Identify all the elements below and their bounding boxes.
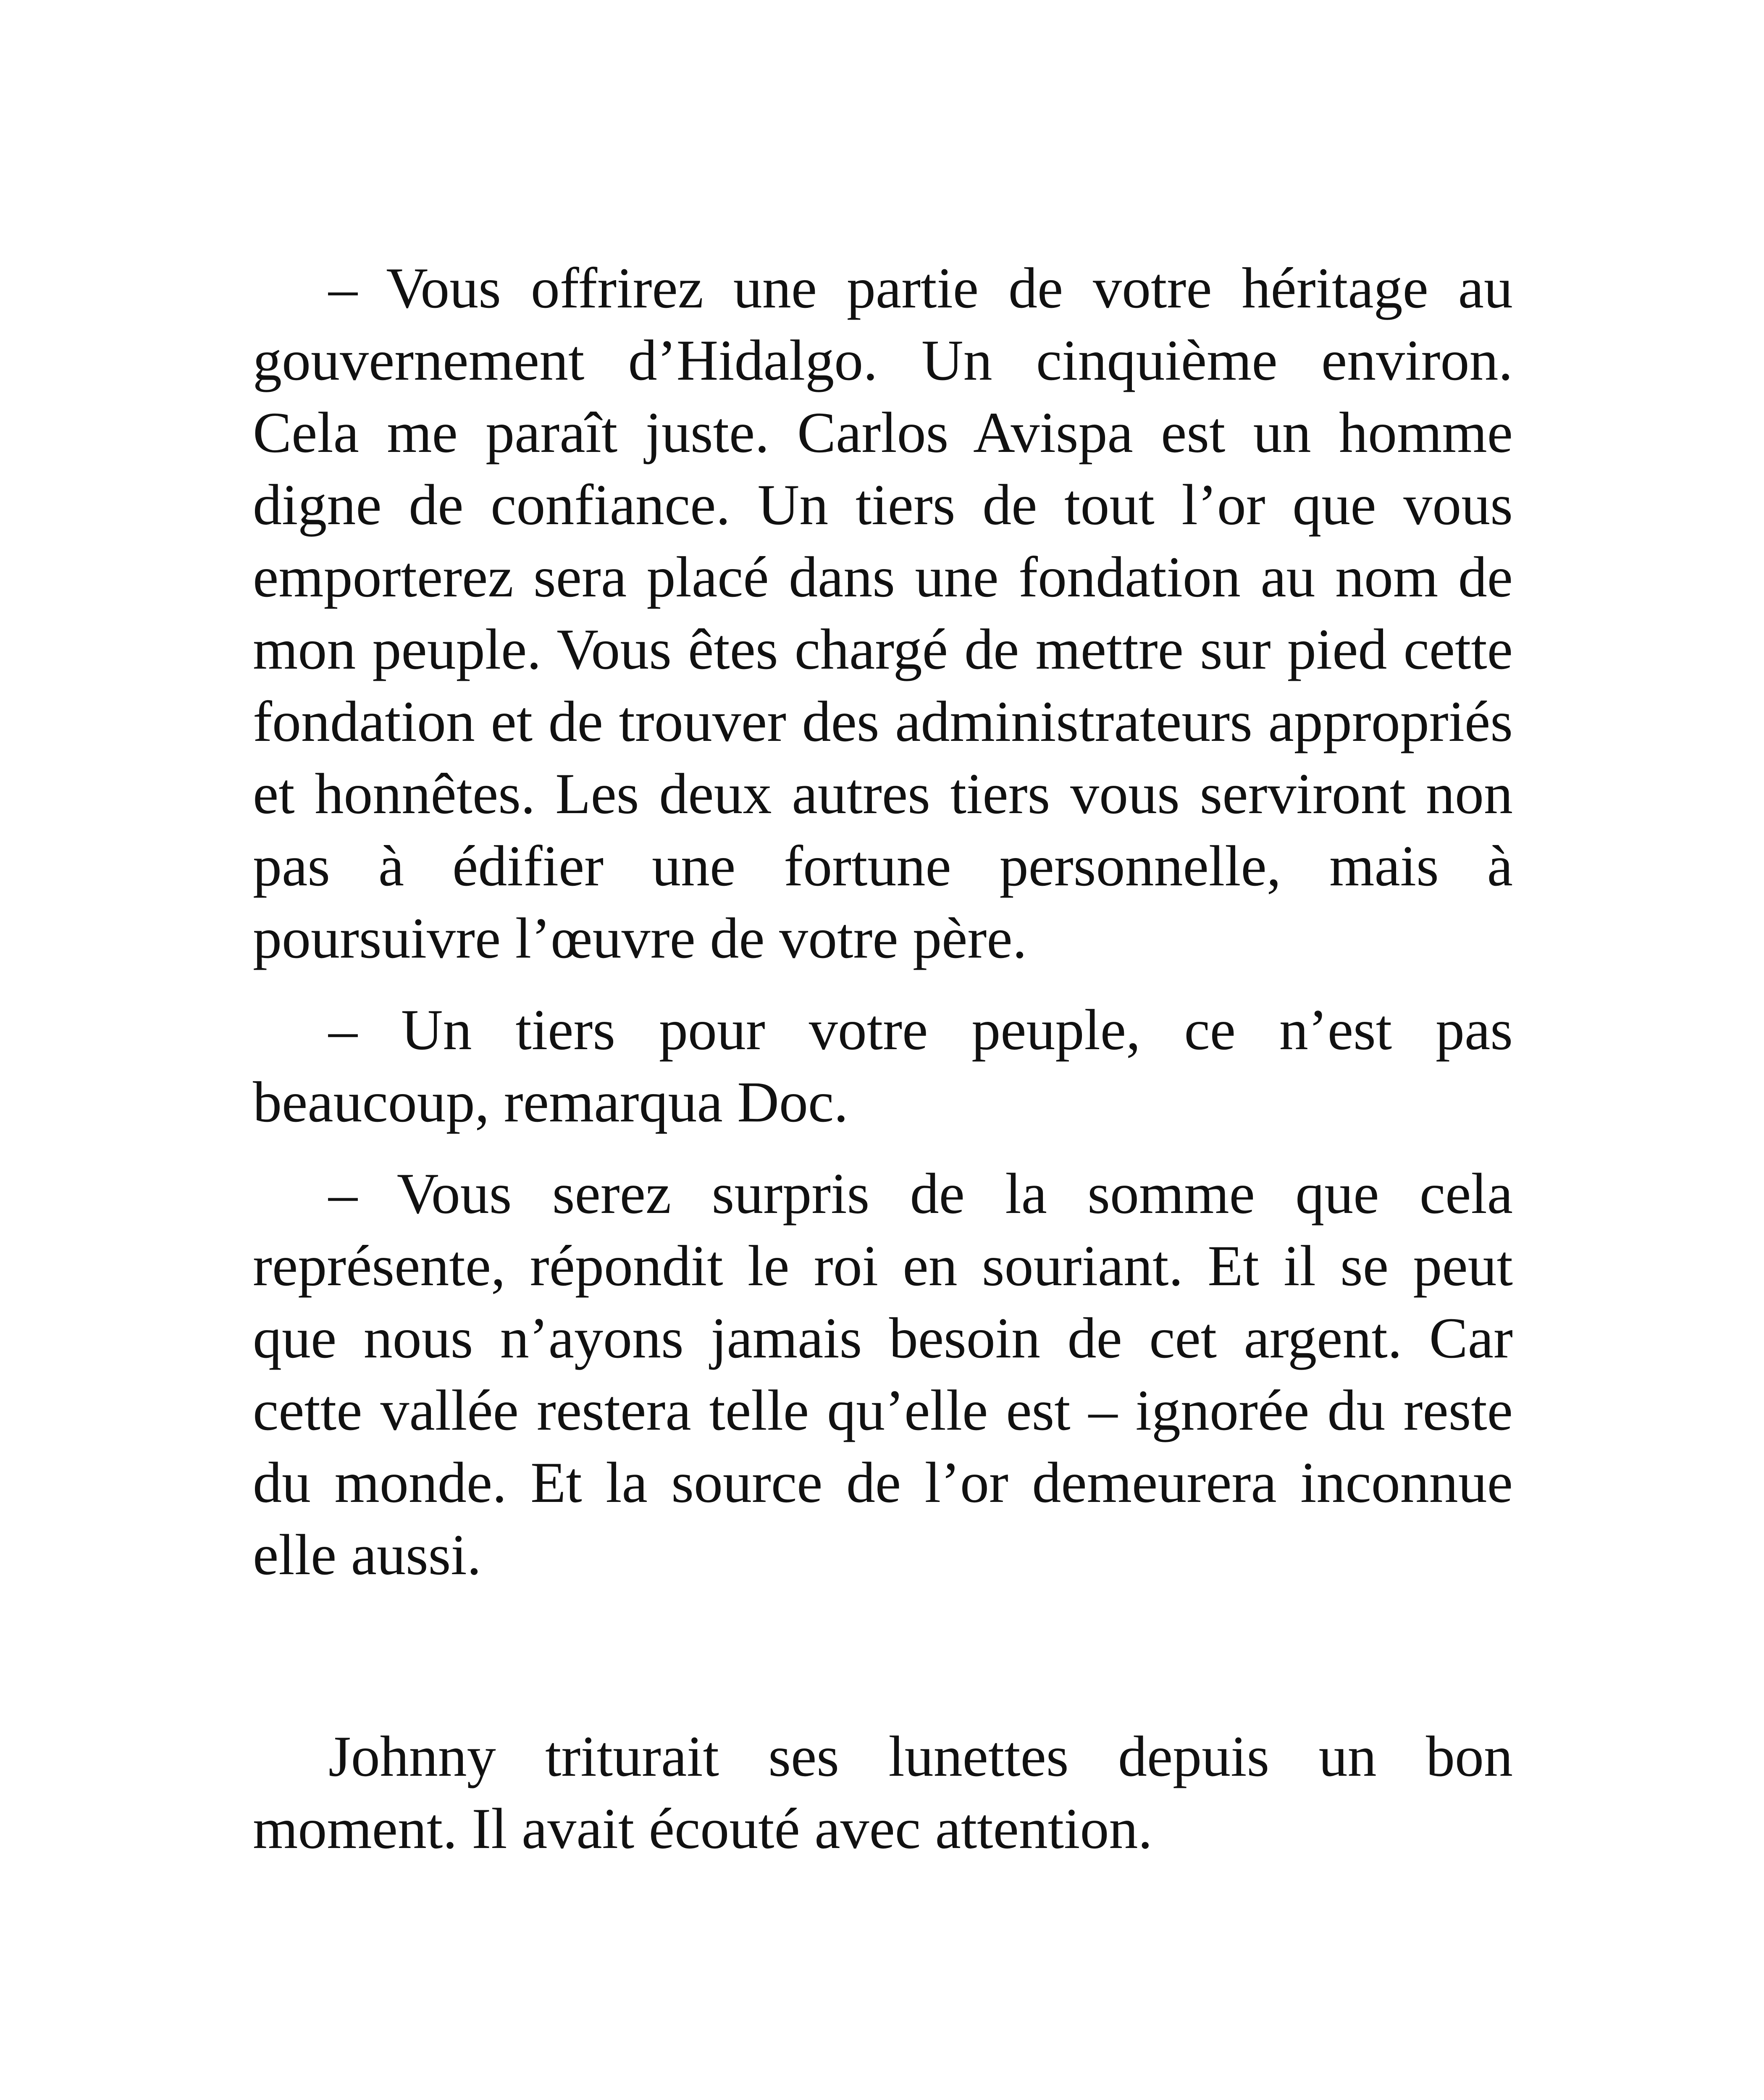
paragraph-dialogue-1: – Vous offrirez une partie de votre héritage au gouvernement d’Hidalgo. Un cinquième environ. Cela me paraît juste. Carlos Avispa est un homme digne de confiance. Un tiers de tout l’or que vous emporterez sera placé dans une fondation au nom de mon peuple. Vous êtes chargé de mettre sur pied cette fondation et de trouver des administrateurs appropriés et honnêtes. Les deux autres tiers vous serviront non pas à édifier une fortune personnelle, mais à poursuivre l’œuvre de votre père. [253, 256, 1513, 970]
paragraph-dialogue-2: – Un tiers pour votre peuple, ce n’est pas beaucoup, remarqua Doc. [253, 998, 1513, 1134]
paragraph-narration: Johnny triturait ses lunettes depuis un bon moment. Il avait écouté avec attention. [253, 1724, 1513, 1861]
body-text [253, 252, 1513, 1865]
paragraph-dialogue-3: – Vous serez surpris de la somme que cela représente, répondit le roi en souriant. Et il se peut que nous n’ayons jamais besoin de cet argent. Car cette vallée restera telle qu’elle est – ignorée du reste du monde. Et la source de l’or demeurera inconnue elle aussi. [253, 1161, 1513, 1587]
